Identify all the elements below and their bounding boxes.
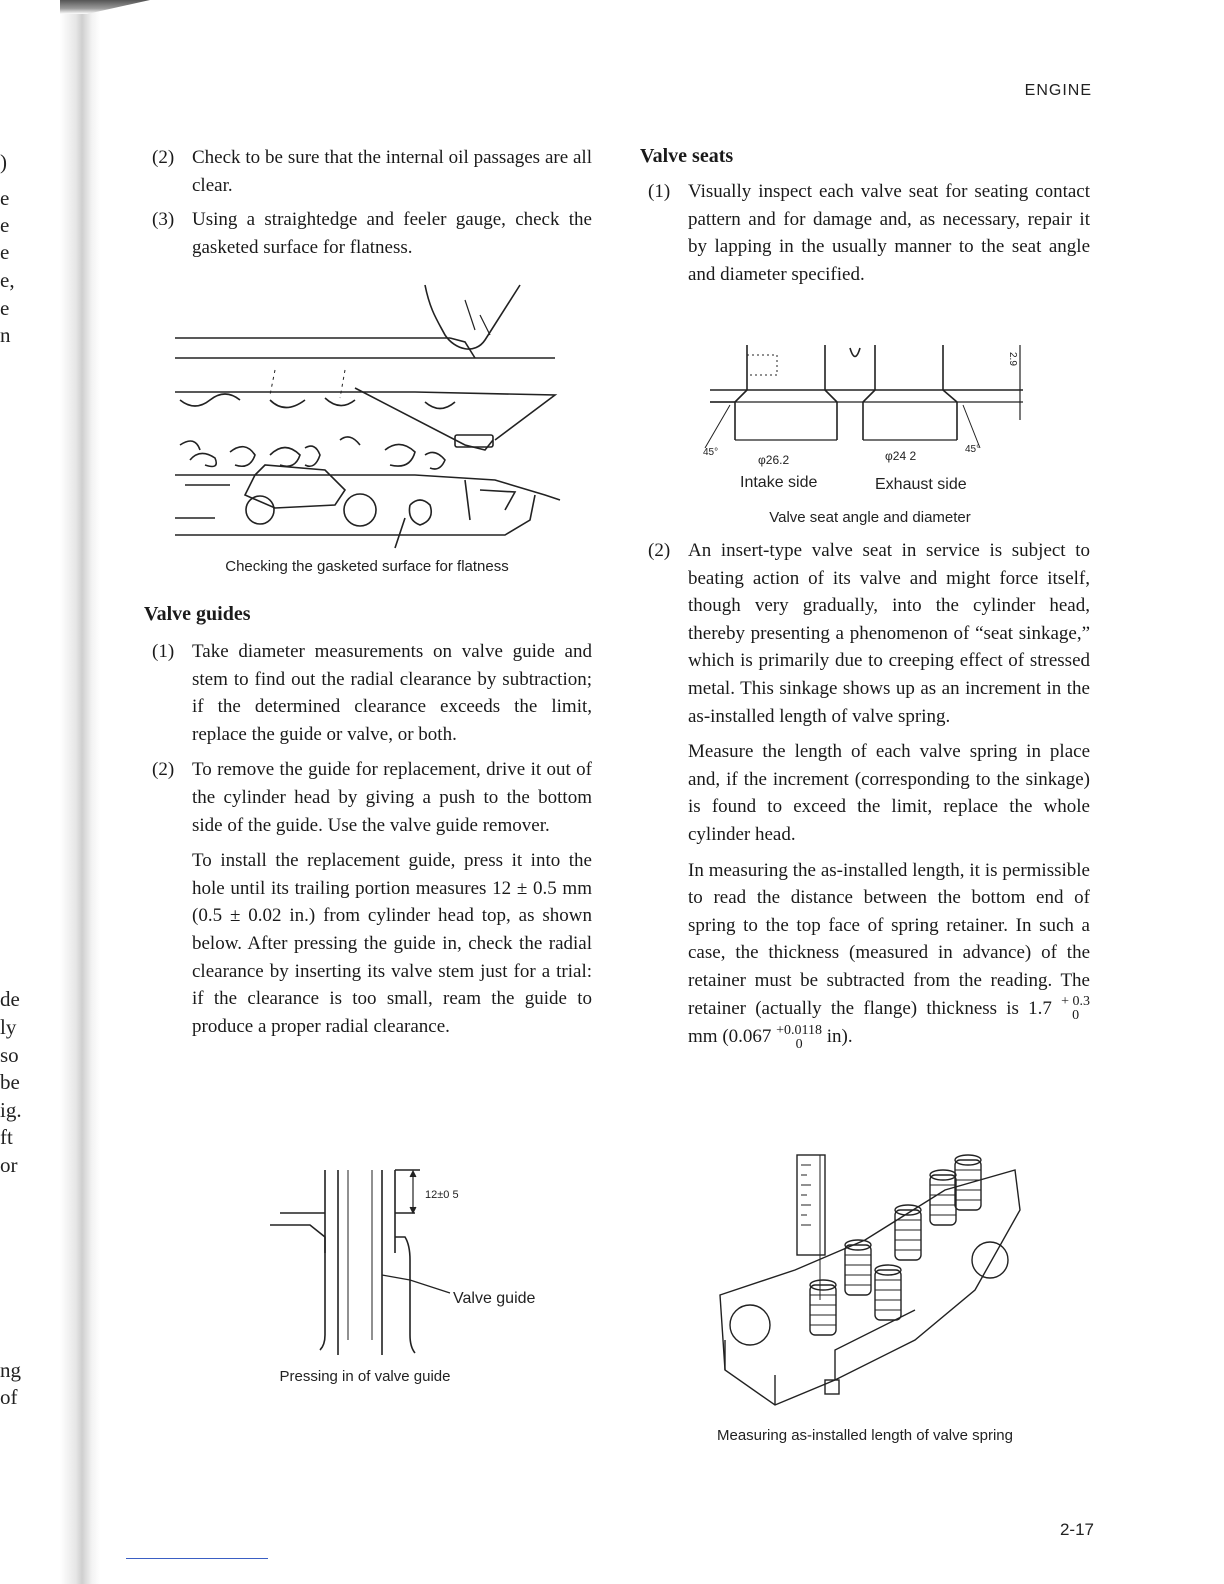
valve-seats-heading: Valve seats	[640, 145, 734, 167]
sight-lines	[270, 370, 345, 398]
list-item	[152, 144, 592, 199]
item-number: (2)	[152, 759, 175, 781]
spring-measure-figure	[715, 1150, 1025, 1410]
intake-diameter-label: φ26.2	[758, 453, 790, 467]
bleed-fragment: be	[0, 1070, 20, 1094]
tolerance-lower: 0	[1072, 1008, 1080, 1024]
dim-label: 12±0 5	[425, 1189, 459, 1201]
valve-seat-figure	[695, 330, 1040, 500]
item-number: (1)	[648, 181, 671, 202]
valve-guides-heading: Valve guides	[144, 603, 251, 625]
bleed-fragment: e	[0, 186, 10, 210]
bleed-fragment: e	[0, 213, 10, 237]
list-item	[144, 638, 592, 748]
exhaust-diameter-label: φ24 2	[885, 449, 917, 463]
head-lower-face	[175, 495, 535, 535]
cylinder-head-outline	[720, 1170, 1020, 1405]
figure2-caption: Pressing in of valve guide	[279, 1368, 451, 1385]
insert-outlines	[710, 402, 957, 440]
bleed-fragment: e	[0, 240, 10, 264]
measure-paragraph: Measure the length of each valve spring in place and, if the increment (corresponding to the sinkage) is found to exceed the limit, replace the whole cylinder head.	[688, 741, 1090, 845]
intake-side-label: Intake side	[740, 474, 818, 491]
left-column-top	[152, 144, 592, 261]
footer-rule	[126, 1558, 268, 1559]
bleed-fragment: e,	[0, 268, 15, 292]
figure4-caption: Measuring as-installed length of valve spring	[717, 1427, 1013, 1444]
item-text: Using a straightedge and feeler gauge, check the gasketed surface for flatness.	[192, 209, 592, 258]
plug-detail	[825, 1380, 839, 1394]
hand-outline	[425, 285, 520, 349]
binding-gutter	[60, 0, 100, 1584]
feeler-gauge-tip	[455, 435, 493, 447]
bleed-fragment: ly	[0, 1015, 17, 1039]
head-left-profile	[270, 1213, 325, 1350]
list-item	[144, 756, 592, 839]
bolt-head	[395, 500, 431, 548]
bleed-fragment: e	[0, 296, 10, 320]
tolerance-upper: + 0.3	[1061, 994, 1091, 1010]
list-item	[640, 178, 1090, 288]
angle-lines	[705, 405, 980, 448]
port-opening	[730, 1305, 770, 1345]
thickness-value: 1.7	[1028, 997, 1052, 1019]
flatness-check-figure	[175, 280, 565, 550]
thickness-tolerance	[1061, 995, 1090, 1023]
valve-ports	[180, 437, 445, 469]
finger-lines	[465, 300, 490, 335]
thickness-in-tolerance	[776, 1024, 822, 1052]
exhaust-side-label: Exhaust side	[875, 476, 967, 493]
thickness-unit: mm	[688, 1026, 718, 1048]
leader-line	[382, 1275, 450, 1293]
item-text: Take diameter measurements on valve guide and stem to find out the radial clearance by subtraction; if the determined clearance exceeds the limit, replace the guide or valve, or both.	[192, 641, 592, 745]
figure3-caption: Valve seat angle and diameter	[769, 509, 971, 526]
head-top-edge	[175, 392, 555, 440]
angle-right-label: 45°	[965, 444, 981, 455]
valve-guides-section	[144, 603, 592, 1040]
valve-guide-label: Valve guide	[453, 1290, 536, 1307]
tolerance-upper: +0.0118	[776, 1022, 823, 1038]
bolt-hole	[344, 494, 376, 526]
list-item	[648, 537, 1090, 730]
item-text: Check to be sure that the internal oil passages are all clear.	[192, 147, 592, 196]
bleed-fragment: so	[0, 1043, 19, 1067]
bleed-fragment: or	[0, 1153, 18, 1177]
valve-seats-section	[640, 145, 1090, 288]
binding-shadow	[60, 0, 150, 14]
figure1-caption: Checking the gasketed surface for flatness	[225, 558, 509, 575]
scale-ticks	[801, 1165, 811, 1225]
item-number: (3)	[152, 209, 175, 231]
side-detail	[465, 480, 515, 520]
seat-texture	[747, 355, 777, 375]
head-right-profile	[395, 1213, 415, 1353]
gasket-outline	[185, 465, 345, 508]
angle-left-label: 45°	[703, 447, 719, 458]
item-number: (2)	[648, 540, 671, 561]
item-text: Visually inspect each valve seat for seating contact pattern and for damage and, as necessary, repair it by lapping in the usually manner to the seat angle and diameter specified.	[688, 181, 1090, 285]
bleed-fragment: ng	[0, 1358, 21, 1382]
item-number: (2)	[152, 147, 175, 168]
thickness-in-unit: in).	[826, 1026, 853, 1048]
tolerance-lower: 0	[795, 1036, 803, 1052]
bleed-fragment: )	[0, 150, 7, 174]
bleed-fragment: of	[0, 1385, 18, 1409]
measuring-paragraph	[648, 857, 1090, 1052]
seat-chamfers	[735, 390, 957, 402]
bleed-fragment: ft	[0, 1125, 13, 1149]
valve-springs	[810, 1155, 981, 1335]
thickness-in	[722, 1022, 853, 1052]
list-item	[152, 206, 592, 261]
install-paragraph: To install the replacement guide, press it into the hole until its trailing portion measures 12 ± 0.5 mm (0.5 ± 0.02 in.) from cylinder head top, as shown below. After pressing the guide in, check the radial clearance by inserting its valve stem just for a trial: if the clearance is too small, ream the guide to produce a proper radial clearance.	[192, 850, 592, 1037]
item-text: An insert-type valve seat in service is subject to beating action of its valve and might force itself, though very gradually, into the cylinder head, thereby presenting a phenomenon of “seat sinkage,” which is primarily due to creeping effect of stressed metal. This sinkage shows up as an increment in the as-installed length of valve spring.	[688, 540, 1090, 727]
item-text: To remove the guide for replacement, drive it out of the cylinder head by giving a push to the bottom side of the guide. Use the valve guide remover.	[192, 759, 592, 836]
bleed-fragment: ig.	[0, 1098, 22, 1122]
divider-notch	[850, 348, 860, 357]
thickness-mm	[1028, 994, 1091, 1024]
port-opening	[972, 1242, 1008, 1278]
thickness-in-value: (0.067	[722, 1026, 772, 1048]
bleed-fragment: de	[0, 987, 20, 1011]
section-header: ENGINE	[1024, 82, 1092, 99]
depth-label: 2.9	[1007, 352, 1018, 366]
feeler-gauge	[355, 388, 493, 450]
valve-guide-figure	[270, 1165, 560, 1360]
page-number: 2-17	[1059, 1520, 1094, 1539]
item-number: (1)	[152, 641, 175, 662]
measuring-text: In measuring the as-installed length, it is permissible to read the distance between the bottom end of spring to the top face of spring retainer. In such a case, the thickness (measured in advance) of the retainer must be subtracted from the reading. The retainer (actually the flange) thickness is	[688, 859, 1090, 1019]
port-outlines	[180, 394, 455, 409]
bleed-fragment: n	[0, 323, 11, 347]
right-column-body	[648, 537, 1090, 1052]
bolt-hole	[246, 496, 274, 524]
